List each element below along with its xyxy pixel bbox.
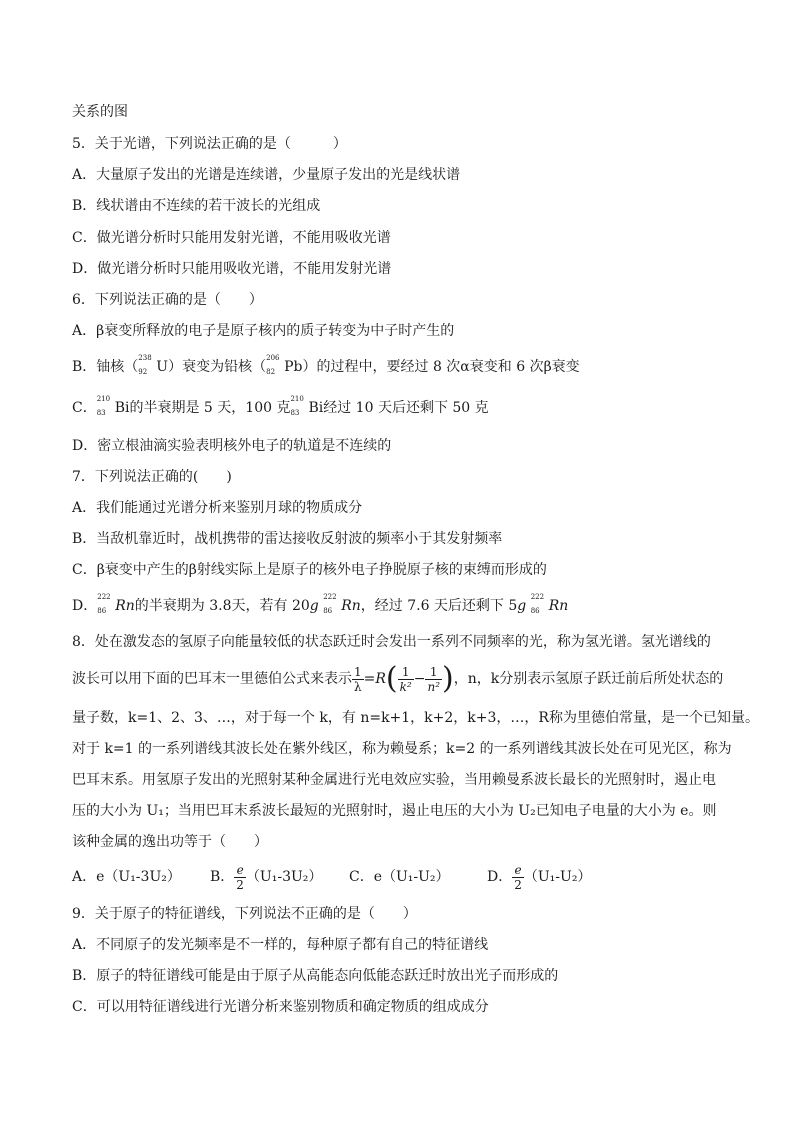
bismuth-nuclide: 210 83 <box>96 395 111 417</box>
q5-option-a: A．大量原子发出的光谱是连续谱，少量原子发出的光是线状谱 <box>72 167 461 183</box>
q6-b-middle: ）衰变为铅核（ <box>168 359 267 375</box>
uranium-nuclide: 238 92 <box>138 354 152 376</box>
q6-option-b <box>72 354 580 376</box>
q6-stem: 6．下列说法正确的是（ ） <box>72 292 263 308</box>
lead-nuclide: 206 82 <box>266 354 280 376</box>
radon-symbol-2: Rn <box>341 598 361 614</box>
q8-option-b: B． $\frac{e}{2}$ （U₁-3U₂） <box>210 862 323 892</box>
q6-option-a: A．β衰变所释放的电子是原子核内的质子转变为中子时产生的 <box>72 323 455 339</box>
bismuth-symbol: Bi <box>114 400 130 416</box>
q5-option-b: B．线状谱由不连续的若干波长的光组成 <box>72 198 321 214</box>
q8-option-d: D． $\frac{e}{2}$ （U₁-U₂） <box>487 862 592 892</box>
q5-option-c: C．做光谱分析时只能用发射光谱，不能用吸收光谱 <box>72 230 391 246</box>
q7-option-d <box>72 593 569 615</box>
q8-line-4: 对于 k=1 的一系列谱线其波长处在紫外线区，称为赖曼系；k=2 的一系列谱线其波长处在可见光区，称为 <box>72 741 732 757</box>
bismuth-symbol-2: Bi <box>308 400 324 416</box>
q8-option-c: C．e（U₁-U₂） <box>349 869 450 885</box>
q8-line-6: 压的大小为 U₁；当用巴耳末系波长最短的光照射时，遏止电压的大小为 U₂已知电子电量的大小为 e。则 <box>72 803 717 819</box>
q8-line-1: 8．处在激发态的氢原子向能量较低的状态跃迁时会发出一系列不同频率的光，称为氢光谱。氢光谱线的 <box>72 634 711 650</box>
q7-d-mid2: ，经过 7.6 天后还剩下 5 <box>360 598 518 614</box>
q8-line-2: 波长可以用下面的巴耳末一里德伯公式来表示 $\frac{1}{\lambda}$ =R( $\frac{1}{\text{k²}}$ − $\frac{1}{\text{n²}}$ )，n，k分别表示氢原子跃迁前后所处状态的 <box>72 661 724 696</box>
q6-c-prefix: C． <box>72 400 97 416</box>
q7-option-c: C．β衰变中产生的β射线实际上是原子的核外电子挣脱原子核的束缚而形成的 <box>72 562 547 578</box>
formula-term-n: $\frac{1}{\text{n²}}$ <box>427 664 441 694</box>
q7-option-a: A．我们能通过光谱分析来鉴别月球的物质成分 <box>72 500 363 516</box>
q9-option-b: B．原子的特征谱线可能是由于原子从高能态向低能态跃迁时放出光子而形成的 <box>72 968 559 984</box>
q8-line2-prefix: 波长可以用下面的巴耳末一里德伯公式来表示 <box>72 671 352 687</box>
formula-term-k: $\frac{1}{\text{k²}}$ <box>399 664 412 694</box>
uranium-symbol: U <box>156 359 169 375</box>
q6-c-middle: 的半衰期是 5 天，100 克 <box>129 400 291 416</box>
q9-stem: 9．关于原子的特征谱线，下列说法不正确的是（ ） <box>72 906 417 922</box>
q7-option-b: B．当敌机靠近时，战机携带的雷达接收反射波的频率小于其发射频率 <box>72 531 503 547</box>
q9-option-c: C．可以用特征谱线进行光谱分析来鉴别物质和确定物质的组成成分 <box>72 999 489 1015</box>
formula-lhs: $\frac{1}{\lambda}$ <box>354 664 362 694</box>
q5-stem: 5．关于光谱，下列说法正确的是（ ） <box>72 136 347 152</box>
radon-symbol-3: Rn <box>548 598 569 614</box>
q8-line-3: 量子数，k=1、2、3、…，对于每一个 k，有 n=k+1，k+2，k+3，…，R称为里德伯常量，是一个已知量。 <box>72 710 759 726</box>
q6-b-prefix: B．铀核（ <box>72 359 139 375</box>
formula-eq: =R <box>363 671 386 687</box>
q8-line2-suffix: ，n，k分别表示氢原子跃迁前后所处状态的 <box>453 671 724 687</box>
radon-nuclide-2: 222 86 <box>323 593 337 615</box>
q6-option-c <box>72 395 489 417</box>
q7-d-mid1: 的半衰期为 3.8天，若有 20 <box>134 598 310 614</box>
q7-d-prefix: D． <box>72 598 98 614</box>
q5-option-d: D．做光谱分析时只能用吸收光谱，不能用发射光谱 <box>72 261 392 277</box>
q6-b-suffix: ）的过程中，要经过 8 次α衰变和 6 次β衰变 <box>302 359 580 375</box>
gram-unit-2: g <box>517 598 527 614</box>
q8-option-a: A．e（U₁-3U₂） <box>72 869 181 885</box>
gram-unit: g <box>309 598 319 614</box>
formula-minus: − <box>413 671 426 687</box>
radon-nuclide-3: 222 86 <box>530 593 545 615</box>
radon-nuclide: 222 86 <box>97 593 111 615</box>
q8-line-5: 巴耳末系。用氢原子发出的光照射某种金属进行光电效应实验，当用赖曼系波长最长的光照射时，遏止电 <box>72 772 716 788</box>
q6-option-d: D．密立根油滴实验表明核外电子的轨道是不连续的 <box>72 438 392 454</box>
q6-c-suffix: 经过 10 天后还剩下 50 克 <box>323 400 489 416</box>
q8-line-7: 该种金属的逸出功等于（ ） <box>72 834 268 850</box>
page-header: 关系的图 <box>72 104 128 120</box>
q9-option-a: A．不同原子的发光频率是不一样的，每种原子都有自己的特征谱线 <box>72 937 489 953</box>
bismuth-nuclide-2: 210 83 <box>290 395 304 417</box>
q7-stem: 7．下列说法正确的( ) <box>72 469 232 485</box>
radon-symbol: Rn <box>115 598 135 614</box>
lead-symbol: Pb <box>284 359 303 375</box>
